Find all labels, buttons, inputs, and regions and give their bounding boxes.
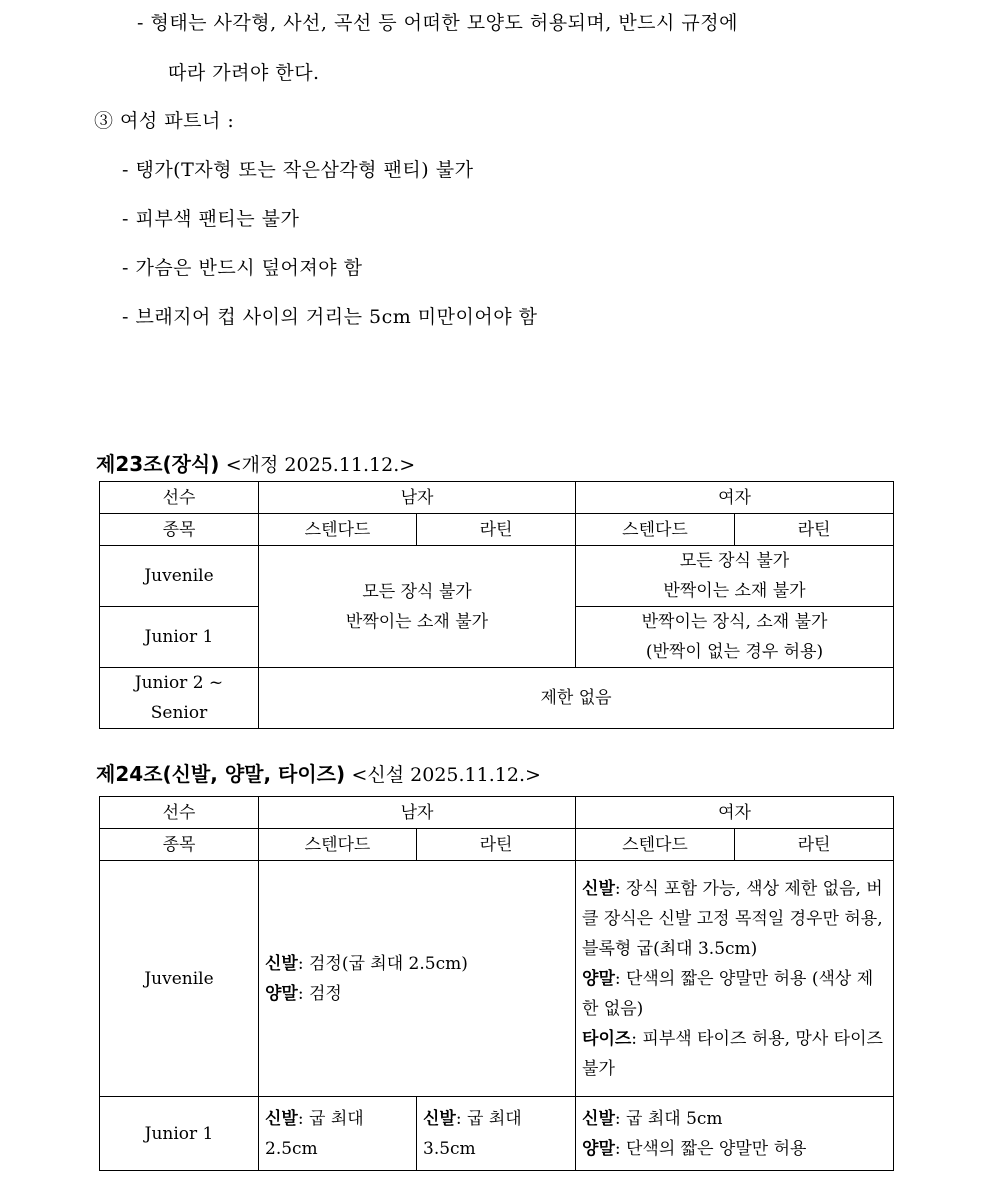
article-23-table [99, 481, 894, 729]
header-player: 선수 [100, 797, 259, 829]
article-24-note: <신설 2025.11.12.> [351, 764, 541, 786]
female-juvenile-line-1: 모든 장식 불가 [679, 551, 790, 571]
row-label-junior-1: Junior 1 [100, 1097, 259, 1171]
female-tights-rule [582, 1024, 887, 1084]
shoes-label: 신발 [582, 1108, 615, 1129]
header-female-latin: 라틴 [735, 514, 894, 546]
header-male-standard: 스텐다드 [259, 514, 417, 546]
tights-label: 타이즈 [582, 1028, 632, 1049]
female-socks-rule [582, 964, 887, 1024]
male-juvenile-rule [259, 861, 576, 1097]
tights-value: : 피부색 타이즈 허용, 망사 타이즈 불가 [582, 1028, 883, 1079]
article-23-title: 제23조(장식) [96, 452, 220, 476]
header-male-latin: 라틴 [417, 514, 576, 546]
male-decoration-rule [259, 546, 576, 668]
intro-line-7: - 브래지어 컵 사이의 거리는 5cm 미만이어야 함 [122, 306, 538, 328]
header-event: 종목 [100, 514, 259, 546]
shoes-value: : 장식 포함 가능, 색상 제한 없음, 버클 장식은 신발 고정 목적일 경우만 허용, 블록형 굽(최대 3.5cm) [582, 878, 883, 959]
row-label-juvenile: Juvenile [100, 861, 259, 1097]
socks-label: 양말 [265, 983, 298, 1004]
male-latin-junior1-rule [417, 1097, 576, 1171]
header-female: 여자 [576, 482, 894, 514]
header-female: 여자 [576, 797, 894, 829]
female-junior1-rule [576, 1097, 894, 1171]
intro-line-5: - 피부색 팬티는 불가 [122, 208, 300, 230]
row-label-line-2: Senior [150, 703, 208, 723]
intro-line-4: - 탱가(T자형 또는 작은삼각형 팬티) 불가 [122, 159, 474, 181]
row-label-junior-2-senior [100, 668, 259, 729]
shoes-label: 신발 [265, 1108, 298, 1129]
male-rule-line-1: 모든 장식 불가 [362, 581, 472, 602]
article-23-heading [96, 448, 415, 477]
shoes-label: 신발 [423, 1108, 456, 1129]
article-24-heading [96, 758, 541, 787]
female-junior1-rule [576, 607, 894, 668]
female-shoes-rule [582, 874, 887, 964]
header-event: 종목 [100, 829, 259, 861]
header-female-standard: 스텐다드 [576, 514, 735, 546]
female-juvenile-line-2: 반짝이는 소재 불가 [663, 581, 806, 601]
socks-value: : 단색의 짧은 양말만 허용 (색상 제한 없음) [582, 968, 874, 1019]
female-junior1-line-1: 반짝이는 장식, 소재 불가 [641, 612, 828, 632]
intro-line-3: ③ 여성 파트너 : [94, 110, 235, 132]
socks-label: 양말 [582, 1138, 615, 1159]
male-socks-rule [265, 979, 569, 1009]
header-player: 선수 [100, 482, 259, 514]
shoes-label: 신발 [582, 878, 615, 899]
header-female-latin: 라틴 [735, 829, 894, 861]
header-male: 남자 [259, 482, 576, 514]
shoes-value: : 검정(굽 최대 2.5cm) [297, 953, 468, 974]
socks-label: 양말 [582, 968, 615, 989]
female-juvenile-rule [576, 546, 894, 607]
male-standard-junior1-rule [259, 1097, 417, 1171]
intro-line-2: 따라 가려야 한다. [168, 62, 320, 84]
female-junior1-line-2: (반짝이 없는 경우 허용) [645, 642, 824, 662]
row-label-line-1: Junior 2 ~ [134, 673, 224, 693]
socks-value: : 단색의 짧은 양말만 허용 [614, 1138, 807, 1159]
row-label-junior-1: Junior 1 [100, 607, 259, 668]
intro-line-1: - 형태는 사각형, 사선, 곡선 등 어떠한 모양도 허용되며, 반드시 규정에 [137, 12, 738, 34]
article-24-title: 제24조(신발, 양말, 타이즈) [96, 762, 346, 786]
article-24-table [99, 796, 894, 1171]
female-juvenile-rule [576, 861, 894, 1097]
female-socks-rule [582, 1134, 887, 1164]
shoes-label: 신발 [265, 953, 298, 974]
intro-line-6: - 가슴은 반드시 덮어져야 함 [122, 257, 363, 279]
shoes-value: : 굽 최대 5cm [614, 1108, 723, 1129]
header-male-standard: 스텐다드 [259, 829, 417, 861]
shoes-value: : 굽 최대 2.5cm [265, 1108, 364, 1159]
header-male-latin: 라틴 [417, 829, 576, 861]
article-23-note: <개정 2025.11.12.> [225, 454, 416, 476]
header-male: 남자 [259, 797, 576, 829]
socks-value: : 검정 [297, 983, 342, 1004]
no-restriction-cell: 제한 없음 [259, 668, 894, 729]
male-shoes-rule [265, 949, 569, 979]
row-label-juvenile: Juvenile [100, 546, 259, 607]
female-shoes-rule [582, 1104, 887, 1134]
header-female-standard: 스텐다드 [576, 829, 735, 861]
shoes-value: : 굽 최대 3.5cm [423, 1108, 522, 1159]
male-rule-line-2: 반짝이는 소재 불가 [345, 611, 489, 632]
